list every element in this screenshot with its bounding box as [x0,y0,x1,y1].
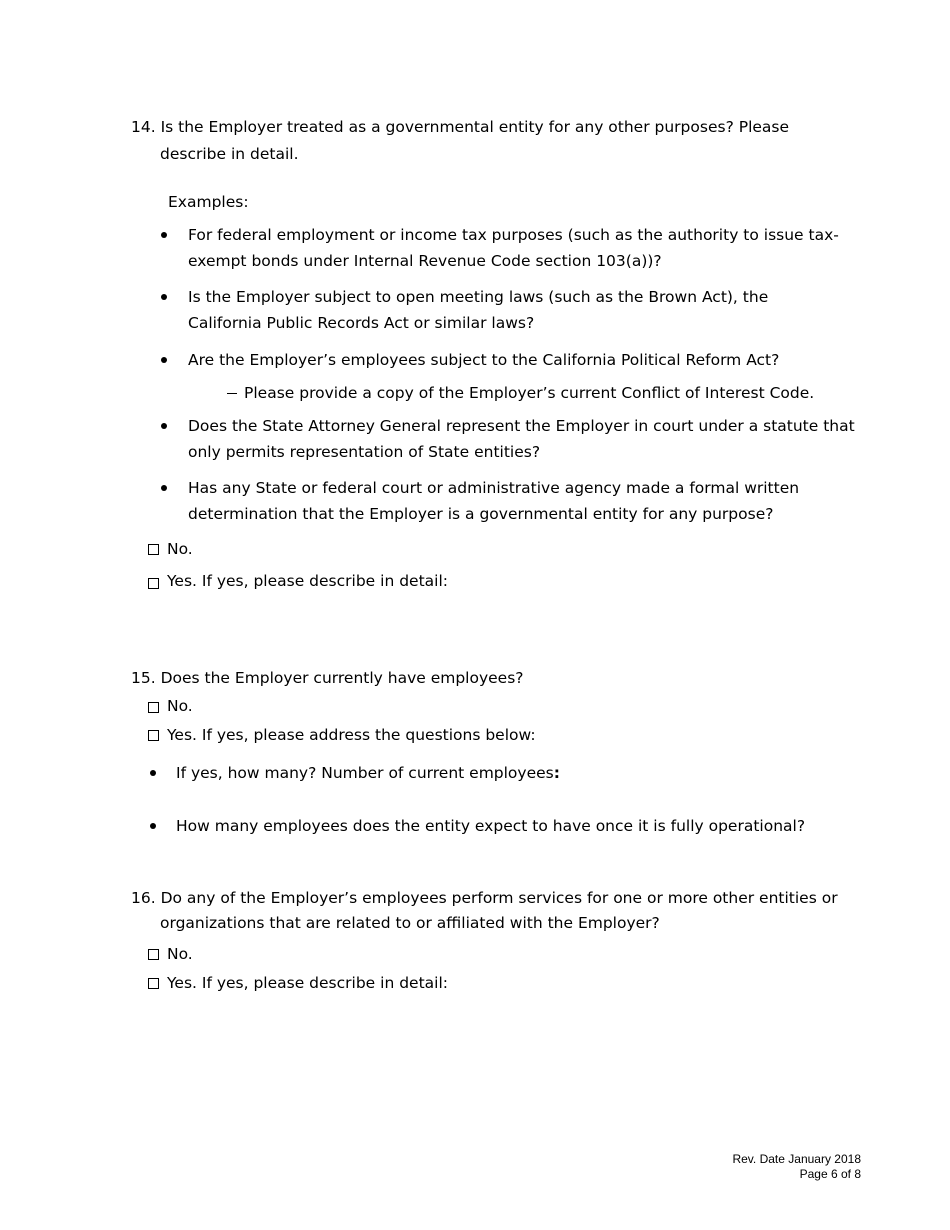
footer-page-number: Page 6 of 8 [799,1167,861,1181]
footer-rev-date: Rev. Date January 2018 [732,1152,861,1166]
q15-no-label: No. [167,697,193,715]
q14-no-checkbox[interactable] [148,544,159,555]
dash-bullet-icon [227,393,237,394]
q14-question-line-2: describe in detail. [160,145,299,163]
q14-example-4-line-1: Does the State Attorney General represent the Employer in court under a statute that [188,417,855,435]
q14-question-line-1: 14. Is the Employer treated as a governmental entity for any other purposes? Please [131,118,790,136]
bullet-icon [161,423,167,429]
q16-no-checkbox[interactable] [148,949,159,960]
q14-example-5-line-1: Has any State or federal court or administrative agency made a formal written [188,479,800,497]
q14-yes-label: Yes. If yes, please describe in detail: [167,572,448,590]
q14-example-3-subitem: Please provide a copy of the Employer’s current Conflict of Interest Code. [244,384,815,402]
q15-no-checkbox[interactable] [148,702,159,713]
q14-example-2-line-1: Is the Employer subject to open meeting laws (such as the Brown Act), the [188,288,769,306]
q14-example-2-line-2: California Public Records Act or similar laws? [188,314,535,332]
q15-expected-employees-prompt: How many employees does the entity expect to have once it is fully operational? [176,817,806,835]
bullet-icon [161,357,167,363]
q14-example-4-line-2: only permits representation of State entities? [188,443,541,461]
bullet-icon [161,294,167,300]
q16-yes-checkbox[interactable] [148,978,159,989]
bullet-icon [161,485,167,491]
q15-yes-label: Yes. If yes, please address the questions below: [167,726,536,744]
q16-question-line-2: organizations that are related to or affiliated with the Employer? [160,914,660,932]
q14-example-3-line-1: Are the Employer’s employees subject to the California Political Reform Act? [188,351,780,369]
q14-examples-label: Examples: [168,193,249,211]
bullet-icon [150,770,156,776]
q14-example-5-line-2: determination that the Employer is a governmental entity for any purpose? [188,505,774,523]
q15-yes-checkbox[interactable] [148,730,159,741]
q14-example-1-line-1: For federal employment or income tax purposes (such as the authority to issue tax- [188,226,839,244]
bullet-icon [150,823,156,829]
q15-current-employees-prompt [176,763,560,783]
q14-no-label: No. [167,540,193,558]
q15-current-employees-colon: : [553,764,560,782]
q16-no-label: No. [167,945,193,963]
q15-current-employees-text: If yes, how many? Number of current employees [176,764,554,782]
q16-question-line-1: 16. Do any of the Employer’s employees perform services for one or more other entities or [131,889,838,907]
q15-question: 15. Does the Employer currently have employees? [131,669,524,687]
bullet-icon [161,232,167,238]
q16-yes-label: Yes. If yes, please describe in detail: [167,974,448,992]
q14-example-1-line-2: exempt bonds under Internal Revenue Code section 103(a))? [188,252,662,270]
q14-yes-checkbox[interactable] [148,578,159,589]
